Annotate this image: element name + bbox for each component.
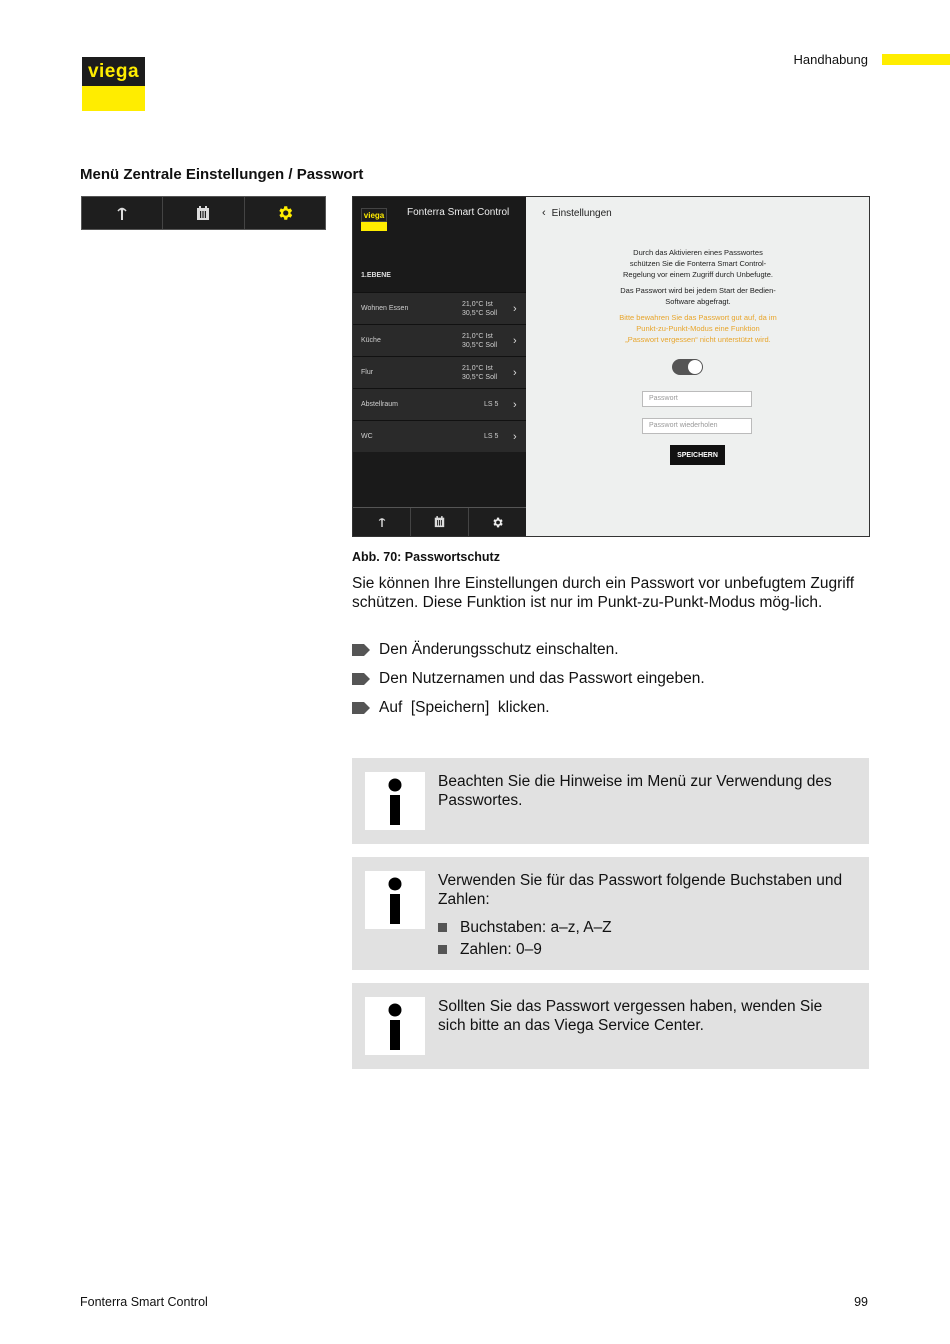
save-button[interactable]: SPEICHERN: [670, 445, 725, 465]
page-heading: Menü Zentrale Einstellungen / Passwort: [80, 166, 364, 183]
warning-text: Bitte bewahren Sie das Passwort gut auf, da im Punkt-zu-Punkt-Modus eine Funktion „Passwort vergessen“ nicht unterstützt wird.: [619, 313, 777, 344]
footer-title: Fonterra Smart Control: [80, 1295, 208, 1309]
nav-calendar[interactable]: [411, 508, 469, 536]
chevron-left-icon: ‹: [542, 207, 546, 219]
step-arrow-icon: [352, 644, 370, 656]
back-button[interactable]: ‹ Einstellungen: [542, 207, 612, 219]
app-screenshot: [352, 196, 870, 537]
info-icon: [365, 997, 425, 1055]
app-sidebar: [353, 197, 526, 536]
calendar-icon: [434, 516, 445, 528]
menu-toolbar: [81, 196, 326, 230]
app-bottom-nav: [353, 507, 526, 536]
section-accent-bar: [882, 54, 950, 65]
tab-calendar[interactable]: [163, 197, 244, 229]
info-box: Sollten Sie das Passwort vergessen haben, wenden Sie sich bitte an das Viega Service Center.: [352, 983, 869, 1069]
room-list: [353, 292, 526, 452]
chevron-right-icon: ›: [513, 302, 517, 315]
room-item[interactable]: WC LS 5 ›: [353, 420, 526, 452]
room-item[interactable]: Flur 21,0°C Ist 30,5°C Soll ›: [353, 356, 526, 388]
nav-antenna[interactable]: [353, 508, 411, 536]
info-icon: [365, 871, 425, 929]
list-item: Buchstaben: a–z, A–Z: [438, 918, 853, 937]
step-item: Auf [Speichern] klicken.: [352, 699, 550, 717]
chevron-right-icon: ›: [513, 398, 517, 411]
step-arrow-icon: [352, 702, 370, 714]
level-label: 1.EBENE: [361, 272, 391, 279]
room-item[interactable]: Wohnen Essen 21,0°C Ist 30,5°C Soll ›: [353, 292, 526, 324]
app-logo: viega: [361, 208, 387, 230]
figure-caption: Abb. 70: Passwortschutz: [352, 550, 500, 564]
step-item: Den Änderungsschutz einschalten.: [352, 641, 619, 659]
nav-settings[interactable]: [469, 508, 526, 536]
page-number: 99: [854, 1295, 868, 1309]
info-box: Beachten Sie die Hinweise im Menü zur Verwendung des Passwortes.: [352, 758, 869, 844]
password-repeat-field[interactable]: Passwort wiederholen: [642, 418, 752, 434]
chevron-right-icon: ›: [513, 334, 517, 347]
step-item: Den Nutzernamen und das Passwort eingeben.: [352, 670, 705, 688]
room-item[interactable]: Küche 21,0°C Ist 30,5°C Soll ›: [353, 324, 526, 356]
password-protection-toggle[interactable]: [672, 359, 703, 375]
room-item[interactable]: Abstellraum LS 5 ›: [353, 388, 526, 420]
tab-antenna[interactable]: [82, 197, 163, 229]
antenna-icon: [377, 516, 387, 528]
list-item: Zahlen: 0–9: [438, 940, 853, 959]
logo-text: viega: [87, 60, 140, 82]
settings-panel: [526, 197, 869, 536]
password-field[interactable]: Passwort: [642, 391, 752, 407]
gear-icon: [491, 516, 504, 529]
app-title: Fonterra Smart Control: [407, 207, 510, 218]
info-icon: [365, 772, 425, 830]
tab-settings[interactable]: [245, 197, 325, 229]
step-arrow-icon: [352, 673, 370, 685]
info-box: Verwenden Sie für das Passwort folgende Buchstaben und Zahlen: Buchstaben: a–z, A–Z Zahlen: 0–9: [352, 857, 869, 970]
chevron-right-icon: ›: [513, 366, 517, 379]
description-text: Durch das Aktivieren eines Passwortes schützen Sie die Fonterra Smart Control- Regelung vor einem Zugriff durch Unbefugte.: [623, 248, 773, 279]
description-text-2: Das Passwort wird bei jedem Start der Bedien- Software abgefragt.: [620, 286, 776, 306]
gear-icon: [276, 204, 294, 222]
antenna-icon: [115, 205, 129, 221]
chevron-right-icon: ›: [513, 430, 517, 443]
body-text: Sie können Ihre Einstellungen durch ein Passwort vor unbefugtem Zugriff schützen. Diese Funktion ist nur im Punkt-zu-Punkt-Modus mög-lich.: [352, 575, 855, 611]
section-label: Handhabung: [793, 52, 868, 67]
calendar-icon: [196, 206, 210, 221]
viega-logo: [82, 57, 145, 111]
